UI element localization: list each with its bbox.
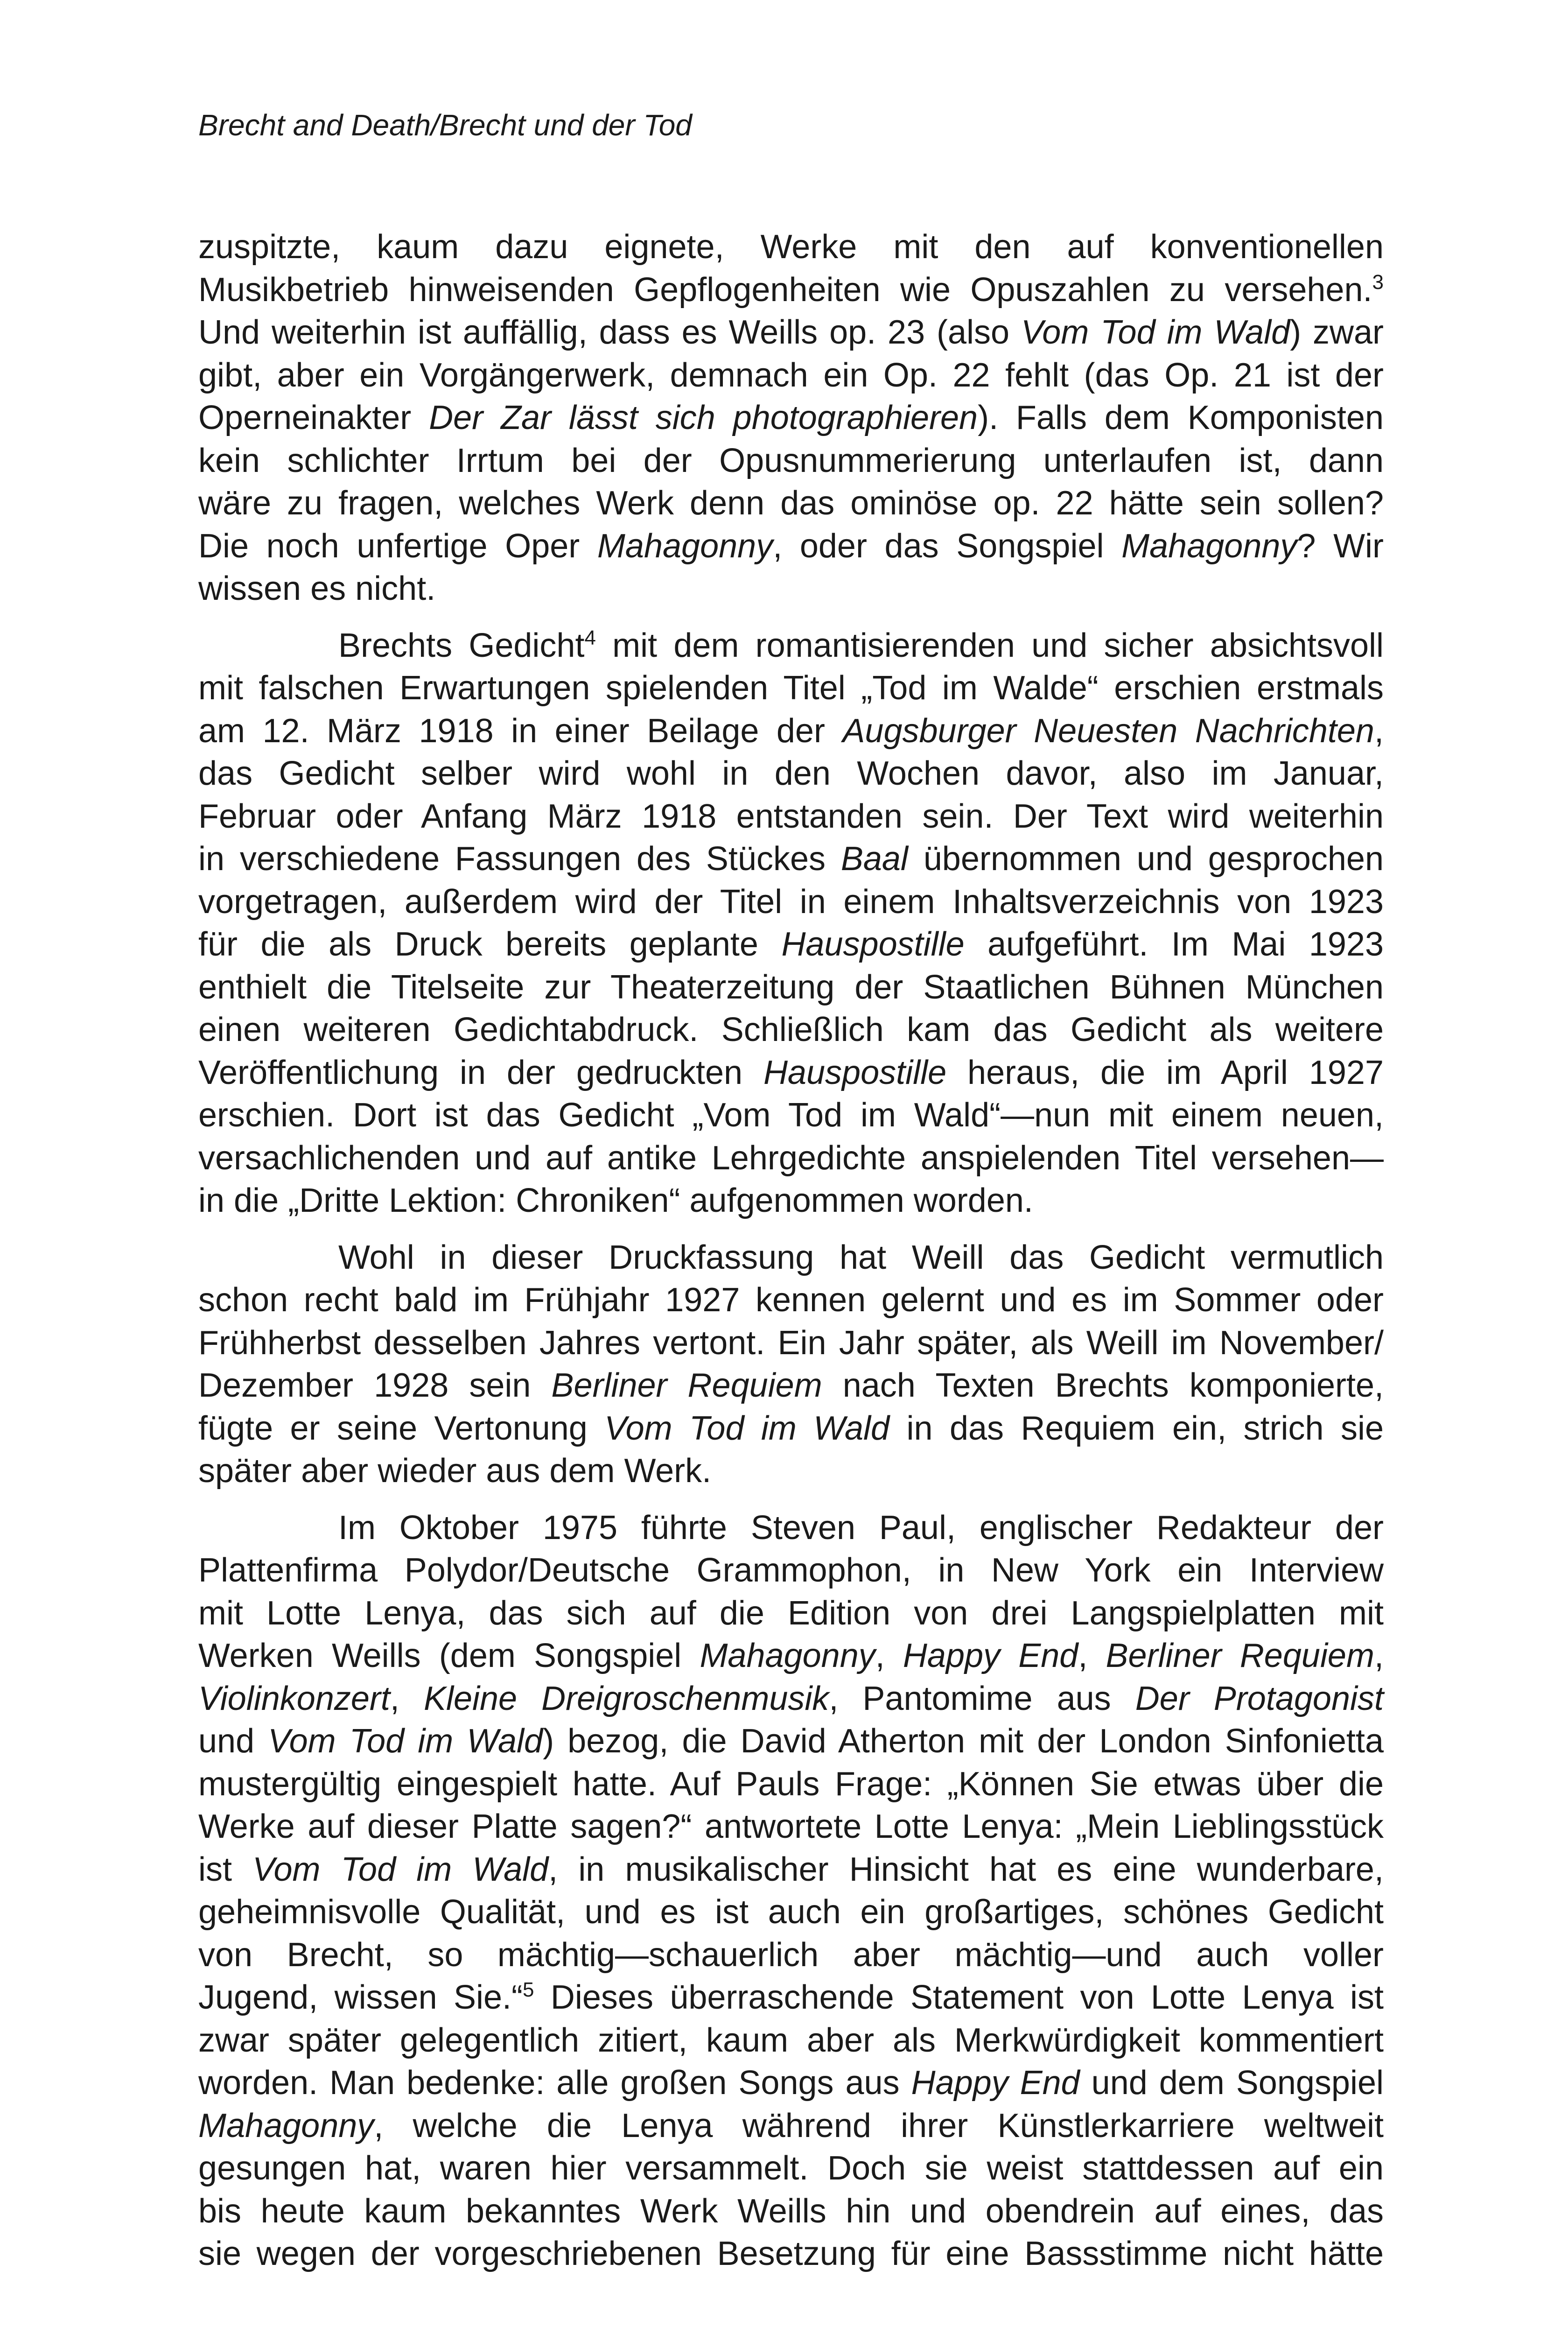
text-line: das Gedicht selber wird wohl in den Wochen davor, also im Januar, <box>198 755 1384 792</box>
text-line: fügte er seine Vertonung Vom Tod im Wald in das Requiem ein, strich sie <box>198 1409 1384 1447</box>
footnote-marker: 5 <box>523 1978 534 2001</box>
text-line: mustergültig eingespielt hatte. Auf Pauls Frage: „Können Sie etwas über die <box>198 1765 1384 1803</box>
text-line: Im Oktober 1975 führte Steven Paul, englischer Redakteur der <box>338 1509 1384 1547</box>
text-line: wissen es nicht. <box>198 570 436 607</box>
text-line: und Vom Tod im Wald) bezog, die David Atherton mit der London Sinfonietta <box>198 1722 1384 1760</box>
text-line: Wohl in dieser Druckfassung hat Weill das Gedicht vermutlich <box>338 1238 1384 1276</box>
text-line: für die als Druck bereits geplante Hauspostille aufgeführt. Im Mai 1923 <box>198 926 1384 963</box>
text-line: Frühherbst desselben Jahres vertont. Ein Jahr später, als Weill im November/ <box>198 1324 1384 1362</box>
text-line: Brechts Gedicht$^4$ mit dem romantisierenden und sicher absichtsvoll <box>338 626 1384 664</box>
text-line: Die noch unfertige Oper Mahagonny, oder das Songspiel Mahagonny? Wir <box>198 527 1384 565</box>
text-line: Februar oder Anfang März 1918 entstanden sein. Der Text wird weiterhin <box>198 797 1384 835</box>
text-line: gesungen hat, waren hier versammelt. Doch sie weist stattdessen auf ein <box>198 2150 1384 2187</box>
text-line: sie wegen der vorgeschriebenen Besetzung für eine Bassstimme nicht hätte <box>198 2235 1384 2272</box>
text-line: später aber wieder aus dem Werk. <box>198 1452 712 1490</box>
text-line: Plattenfirma Polydor/Deutsche Grammophon, in New York ein Interview <box>198 1552 1384 1589</box>
text-line: Musikbetrieb hinweisenden Gepflogenheiten wie Opuszahlen zu versehen.$^3$ <box>198 270 1384 309</box>
text-line: Veröffentlichung in der gedruckten Hauspostille heraus, die im April 1927 <box>198 1054 1384 1091</box>
body-text <box>198 226 1384 2276</box>
text-line: geheimnisvolle Qualität, und es ist auch ein großartiges, schönes Gedicht <box>198 1893 1384 1931</box>
text-line: Werke auf dieser Platte sagen?“ antwortete Lotte Lenya: „Mein Lieblingsstück <box>198 1808 1384 1845</box>
text-line: Jugend, wissen Sie.“$^5$ Dieses überraschende Statement von Lotte Lenya ist <box>198 1978 1384 2016</box>
text-line: wäre zu fragen, welches Werk denn das ominöse op. 22 hätte sein sollen? <box>198 485 1384 522</box>
text-line: zuspitzte, kaum dazu eignete, Werke mit den auf konventionellen <box>198 228 1384 266</box>
text-line: Violinkonzert, Kleine Dreigroschenmusik, Pantomime aus Der Protagonist <box>198 1680 1384 1717</box>
text-line: mit falschen Erwartungen spielenden Titel „Tod im Walde“ erschien erstmals <box>198 669 1384 707</box>
text-line: Dezember 1928 sein Berliner Requiem nach Texten Brechts komponierte, <box>198 1367 1384 1404</box>
text-line: kein schlichter Irrtum bei der Opusnummerierung unterlaufen ist, dann <box>198 442 1384 479</box>
text-line: gibt, aber ein Vorgängerwerk, demnach ein Op. 22 fehlt (das Op. 21 ist der <box>198 356 1384 394</box>
text-line: vorgetragen, außerdem wird der Titel in einem Inhaltsverzeichnis von 1923 <box>198 883 1384 921</box>
text-line: zwar später gelegentlich zitiert, kaum aber als Merkwürdigkeit kommentiert <box>198 2021 1384 2059</box>
text-line: Und weiterhin ist auffällig, dass es Weills op. 23 (also Vom Tod im Wald) zwar <box>198 314 1384 351</box>
running-header: Brecht and Death/Brecht und der Tod <box>198 108 692 142</box>
text-line: am 12. März 1918 in einer Beilage der Augsburger Neuesten Nachrichten, <box>198 712 1384 750</box>
text-line: einen weiteren Gedichtabdruck. Schließlich kam das Gedicht als weitere <box>198 1011 1384 1048</box>
text-line: von Brecht, so mächtig—schauerlich aber mächtig—und auch voller <box>198 1936 1384 1974</box>
text-line: Mahagonny, welche die Lenya während ihrer Künstlerkarriere weltweit <box>198 2107 1384 2144</box>
text-line: erschien. Dort ist das Gedicht „Vom Tod im Wald“—nun mit einem neuen, <box>198 1097 1384 1134</box>
text-line: versachlichenden und auf antike Lehrgedichte anspielenden Titel versehen— <box>198 1139 1384 1177</box>
text-line: in die „Dritte Lektion: Chroniken“ aufgenommen worden. <box>198 1182 1033 1219</box>
footnote-marker: 3 <box>1372 270 1384 294</box>
text-line: Operneinakter Der Zar lässt sich photographieren). Falls dem Komponisten <box>198 399 1384 436</box>
text-line: Werken Weills (dem Songspiel Mahagonny, Happy End, Berliner Requiem, <box>198 1637 1384 1674</box>
text-line: mit Lotte Lenya, das sich auf die Edition von drei Langspielplatten mit <box>198 1594 1384 1632</box>
text-line: enthielt die Titelseite zur Theaterzeitung der Staatlichen Bühnen München <box>198 968 1384 1006</box>
text-line: worden. Man bedenke: alle großen Songs aus Happy End und dem Songspiel <box>198 2064 1384 2102</box>
text-line: in verschiedene Fassungen des Stückes Baal übernommen und gesprochen <box>198 840 1384 878</box>
text-line: schon recht bald im Frühjahr 1927 kennen gelernt und es im Sommer oder <box>198 1281 1384 1319</box>
text-line: bis heute kaum bekanntes Werk Weills hin und obendrein auf eines, das <box>198 2192 1384 2230</box>
footnote-marker: 4 <box>584 626 596 649</box>
text-line: ist Vom Tod im Wald, in musikalischer Hinsicht hat es eine wunderbare, <box>198 1850 1384 1888</box>
